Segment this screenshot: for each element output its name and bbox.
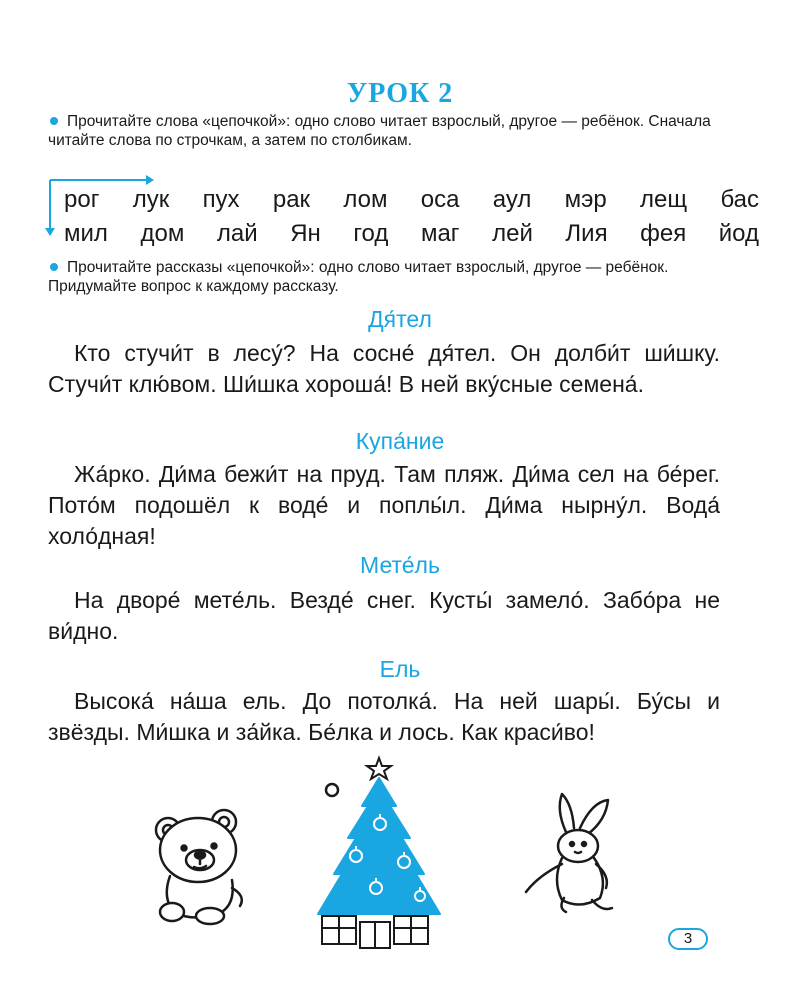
word: йод xyxy=(718,220,759,247)
christmas-tree-icon xyxy=(306,756,446,956)
word: лук xyxy=(132,186,170,213)
teddy-bear-icon xyxy=(148,808,258,928)
word: Ян xyxy=(290,220,321,247)
word: год xyxy=(353,220,389,247)
word: рог xyxy=(64,186,100,213)
word: мэр xyxy=(564,186,607,213)
word: аул xyxy=(492,186,532,213)
bullet-icon xyxy=(50,117,58,125)
word: мил xyxy=(64,220,108,247)
story-body: Высока́ на́ша ель. До потолка́. На ней шары́. Бу́сы и звёзды. Ми́шка и за́йка. Бе́лка и лось. Как краси́во! xyxy=(48,688,720,745)
word: лей xyxy=(492,220,533,247)
story-text-bathing xyxy=(48,459,720,552)
word: оса xyxy=(420,186,460,213)
story-body: На дворе́ мете́ль. Везде́ снег. Кусты́ замело́. Забо́ра не ви́дно. xyxy=(48,587,720,644)
story-text-blizzard xyxy=(48,585,720,647)
word: бас xyxy=(720,186,759,213)
word: лом xyxy=(343,186,388,213)
bunny-toy-icon xyxy=(518,788,628,918)
word: маг xyxy=(420,220,460,247)
story-text-fir xyxy=(48,686,720,748)
story-title-blizzard: Мете́ль xyxy=(360,552,440,578)
story-body: Жа́рко. Ди́ма бежи́т на пруд. Там пляж. Ди́ма сел на бе́рег. Пото́м подошёл к воде́ и поплы́л. Ди́ма нырну́л. Вода́ холо́дная! xyxy=(48,461,720,549)
word: пух xyxy=(202,186,240,213)
bullet-icon xyxy=(50,263,58,271)
story-title-woodpecker: Дя́тел xyxy=(368,306,432,332)
lesson-title: УРОК 2 xyxy=(346,78,454,109)
word: лай xyxy=(216,220,258,247)
word-row-2 xyxy=(64,220,759,248)
page-number: 3 xyxy=(668,928,708,950)
word-row-1 xyxy=(64,186,759,214)
instruction-stories xyxy=(48,258,718,296)
word: Лия xyxy=(565,220,608,247)
word: лещ xyxy=(640,186,688,213)
story-text-woodpecker xyxy=(48,338,720,400)
word: рак xyxy=(272,186,311,213)
instruction-words xyxy=(48,112,718,150)
story-body: Кто стучи́т в лесу́? На сосне́ дя́тел. Он долби́т ши́шку. Стучи́т клю́вом. Ши́шка хороша́! В ней вку́сные семена́. xyxy=(48,340,720,397)
word-grid xyxy=(46,178,759,248)
story-title-fir: Ель xyxy=(379,656,421,682)
word: фея xyxy=(640,220,687,247)
word: дом xyxy=(140,220,185,247)
instruction-words-text: Прочитайте слова «цепочкой»: одно слово читает взрослый, другое — ребёнок. Сначала читайте слова по строчкам, а затем по столбикам. xyxy=(48,113,711,149)
story-title-bathing: Купа́ние xyxy=(355,428,445,454)
instruction-stories-text: Прочитайте рассказы «цепочкой»: одно слово читает взрослый, другое — ребёнок. Придумайте вопрос к каждому рассказу. xyxy=(48,259,669,295)
